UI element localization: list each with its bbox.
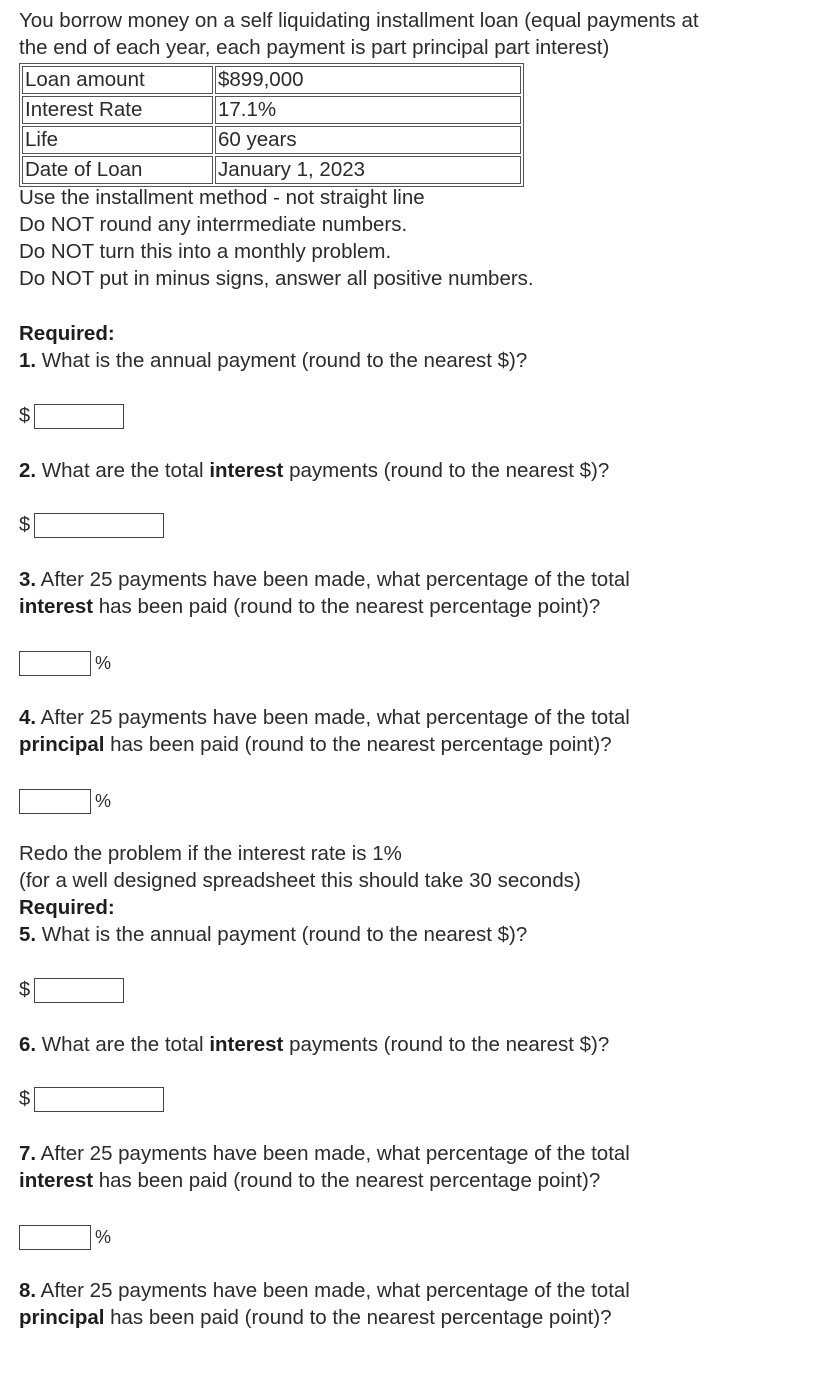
question-4-line-2: principal has been paid (round to the nearest percentage point)? bbox=[19, 733, 612, 756]
table-row bbox=[22, 96, 521, 124]
loan-amount-label: Loan amount bbox=[22, 66, 213, 94]
question-number: 6. bbox=[19, 1033, 37, 1056]
instruction-3: Do NOT turn this into a monthly problem. bbox=[19, 240, 392, 263]
question-6: 6. What are the total interest payments (round to the nearest $)? bbox=[19, 1033, 610, 1056]
interest-rate-value: 17.1% bbox=[215, 96, 521, 124]
answer-4-input[interactable] bbox=[19, 789, 91, 814]
redo-line-2: (for a well designed spreadsheet this should take 30 seconds) bbox=[19, 869, 581, 892]
life-label: Life bbox=[22, 126, 213, 154]
question-number: 1. bbox=[19, 349, 37, 372]
answer-6-row bbox=[19, 1086, 164, 1113]
question-number: 2. bbox=[19, 459, 37, 482]
intro-line-2: the end of each year, each payment is part principal part interest) bbox=[19, 36, 610, 59]
instruction-4: Do NOT put in minus signs, answer all positive numbers. bbox=[19, 267, 534, 290]
question-3-line-1: 3. After 25 payments have been made, what percentage of the total bbox=[19, 568, 630, 591]
answer-3-input[interactable] bbox=[19, 651, 91, 676]
question-4-line-1: 4. After 25 payments have been made, what percentage of the total bbox=[19, 706, 630, 729]
table-row bbox=[22, 66, 521, 94]
question-2: 2. What are the total interest payments (round to the nearest $)? bbox=[19, 459, 610, 482]
answer-2-input[interactable] bbox=[34, 513, 164, 538]
percent-sign: % bbox=[95, 653, 112, 673]
percent-sign: % bbox=[95, 791, 112, 811]
percent-sign: % bbox=[95, 1227, 112, 1247]
question-number: 3. bbox=[19, 568, 37, 591]
answer-3-row bbox=[19, 650, 111, 677]
question-number: 7. bbox=[19, 1142, 37, 1165]
loan-amount-value: $899,000 bbox=[215, 66, 521, 94]
question-8-line-2: principal has been paid (round to the nearest percentage point)? bbox=[19, 1306, 612, 1329]
table-row bbox=[22, 156, 521, 184]
answer-2-row bbox=[19, 512, 164, 539]
question-number: 4. bbox=[19, 706, 37, 729]
question-3-line-2: interest has been paid (round to the nearest percentage point)? bbox=[19, 595, 601, 618]
question-1: 1. What is the annual payment (round to the nearest $)? bbox=[19, 349, 528, 372]
dollar-sign: $ bbox=[19, 1088, 31, 1110]
answer-1-row bbox=[19, 403, 124, 430]
question-8-line-1: 8. After 25 payments have been made, what percentage of the total bbox=[19, 1279, 630, 1302]
answer-4-row bbox=[19, 788, 111, 815]
life-value: 60 years bbox=[215, 126, 521, 154]
question-5: 5. What is the annual payment (round to the nearest $)? bbox=[19, 923, 528, 946]
answer-6-input[interactable] bbox=[34, 1087, 164, 1112]
question-7-line-2: interest has been paid (round to the nearest percentage point)? bbox=[19, 1169, 601, 1192]
answer-5-row bbox=[19, 977, 124, 1004]
instruction-1: Use the installment method - not straight line bbox=[19, 186, 425, 209]
dollar-sign: $ bbox=[19, 514, 31, 536]
question-number: 5. bbox=[19, 923, 37, 946]
required-heading-2: Required: bbox=[19, 896, 115, 919]
question-number: 8. bbox=[19, 1279, 37, 1302]
answer-7-row bbox=[19, 1224, 111, 1251]
instruction-2: Do NOT round any interrmediate numbers. bbox=[19, 213, 408, 236]
dollar-sign: $ bbox=[19, 405, 31, 427]
question-7-line-1: 7. After 25 payments have been made, what percentage of the total bbox=[19, 1142, 630, 1165]
answer-1-input[interactable] bbox=[34, 404, 124, 429]
table-row bbox=[22, 126, 521, 154]
loan-details-table bbox=[19, 63, 524, 187]
answer-7-input[interactable] bbox=[19, 1225, 91, 1250]
answer-5-input[interactable] bbox=[34, 978, 124, 1003]
dollar-sign: $ bbox=[19, 979, 31, 1001]
date-of-loan-value: January 1, 2023 bbox=[215, 156, 521, 184]
interest-rate-label: Interest Rate bbox=[22, 96, 213, 124]
redo-line-1: Redo the problem if the interest rate is 1% bbox=[19, 842, 402, 865]
date-of-loan-label: Date of Loan bbox=[22, 156, 213, 184]
intro-line-1: You borrow money on a self liquidating installment loan (equal payments at bbox=[19, 9, 699, 32]
required-heading: Required: bbox=[19, 322, 115, 345]
